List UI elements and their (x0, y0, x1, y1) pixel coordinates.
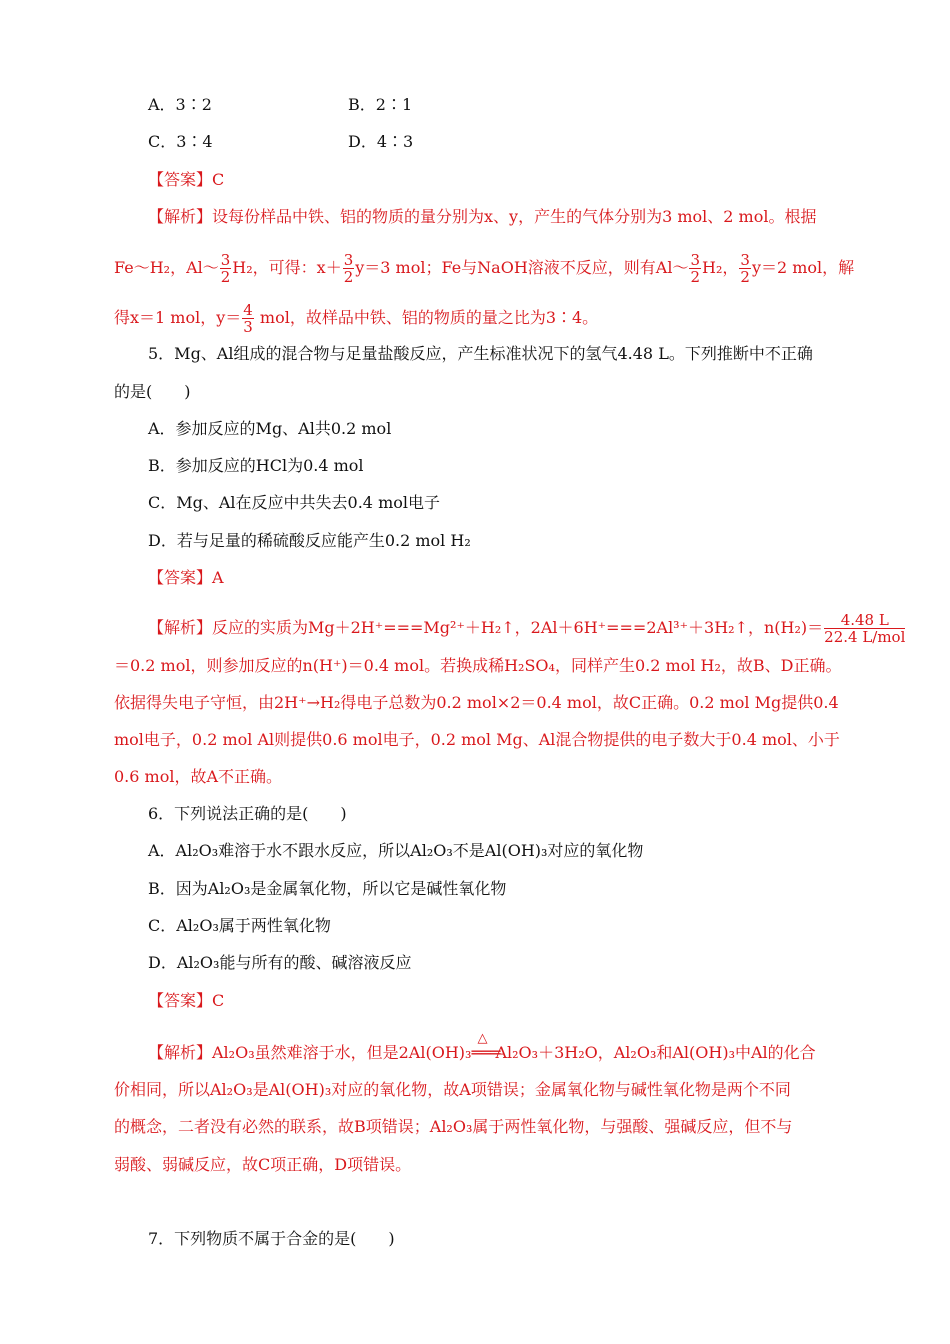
num: 3 (740, 251, 750, 269)
q4-analysis-line1: 【解析】设每份样品中铁、铝的物质的量分别为x、y，产生的气体分别为3 mol、2 mol。根据 (148, 207, 817, 226)
den: 2 (220, 268, 231, 286)
text: mol，故样品中铁、铝的物质的量之比为3∶4。 (254, 308, 599, 327)
q4-option-d: D．4∶3 (348, 132, 414, 151)
text: Fe～H₂，Al～ (114, 258, 219, 277)
heat-arrow (471, 1031, 501, 1063)
q5-analysis-line4: mol电子，0.2 mol Al则提供0.6 mol电子，0.2 mol Mg、Al混合物提供的电子数大于0.4 mol、小于 (114, 730, 840, 749)
q4-option-c: C．3∶4 (148, 132, 213, 151)
q5-answer: 【答案】A (148, 568, 224, 587)
text: 【解析】Al₂O₃虽然难溶于水，但是2Al(OH)₃ (148, 1043, 472, 1062)
text: 【解析】反应的实质为Mg＋2H⁺===Mg²⁺＋H₂↑，2Al＋6H⁺===2Al³⁺＋3H₂↑，n(H₂)＝ (148, 618, 824, 637)
q4-answer: 【答案】C (148, 170, 225, 189)
q6-option-d: D．Al₂O₃能与所有的酸、碱溶液反应 (148, 953, 412, 972)
delta-icon: △ (477, 1031, 488, 1046)
text: y＝3 mol；Fe与NaOH溶液不反应，则有Al～ (355, 258, 689, 277)
num: 4 (243, 301, 253, 319)
fraction (242, 302, 254, 335)
q6-stem: 6．下列说法正确的是( ) (148, 804, 347, 823)
den: 2 (343, 268, 354, 286)
q7-stem: 7．下列物质不属于合金的是( ) (148, 1229, 395, 1248)
q5-analysis-line2: ＝0.2 mol，则参加反应的n(H⁺)＝0.4 mol。若换成稀H₂SO₄，同样产生0.2 mol H₂，故B、D正确。 (114, 656, 842, 675)
q5-stem-2: 的是( ) (114, 382, 191, 401)
q6-answer: 【答案】C (148, 991, 225, 1010)
num: 4.48 L (824, 612, 905, 629)
q6-option-a: A．Al₂O₃难溶于水不跟水反应，所以Al₂O₃不是Al(OH)₃对应的氧化物 (148, 841, 644, 860)
q5-option-d: D．若与足量的稀硫酸反应能产生0.2 mol H₂ (148, 531, 471, 550)
q5-stem-1: 5．Mg、Al组成的混合物与足量盐酸反应，产生标准状况下的氢气4.48 L。下列推断中不正确 (148, 344, 813, 363)
num: 3 (343, 251, 354, 269)
q5-option-b: B．参加反应的HCl为0.4 mol (148, 456, 364, 475)
num: 3 (690, 251, 701, 269)
equals-sign: ═══ (471, 1043, 501, 1062)
den: 3 (243, 318, 253, 336)
q6-option-b: B．因为Al₂O₃是金属氧化物，所以它是碱性氧化物 (148, 879, 507, 898)
q6-option-c: C．Al₂O₃属于两性氧化物 (148, 916, 331, 935)
fraction (739, 252, 751, 285)
text: Al₂O₃＋3H₂O，Al₂O₃和Al(OH)₃中Al的化合 (495, 1043, 816, 1062)
q6-analysis-line4: 弱酸、弱碱反应，故C项正确，D项错误。 (114, 1155, 412, 1174)
q6-analysis-line1 (148, 1031, 816, 1063)
text: y＝2 mol，解 (751, 258, 855, 277)
q4-option-b: B．2∶1 (348, 95, 413, 114)
q4-analysis-line2 (114, 252, 854, 285)
q6-analysis-line3: 的概念，二者没有必然的联系，故B项错误；Al₂O₃属于两性氧化物，与强酸、强碱反应，但不与 (114, 1117, 793, 1136)
den: 2 (690, 268, 701, 286)
den: 22.4 L/mol (824, 628, 906, 646)
den: 2 (740, 268, 750, 286)
fraction (343, 252, 355, 285)
q5-analysis-line1 (148, 612, 906, 645)
num: 3 (220, 251, 231, 269)
q5-analysis-line3: 依据得失电子守恒，由2H⁺→H₂得电子总数为0.2 mol×2＝0.4 mol，故C正确。0.2 mol Mg提供0.4 (114, 693, 839, 712)
fraction (220, 252, 232, 285)
q5-option-c: C．Mg、Al在反应中共失去0.4 mol电子 (148, 493, 440, 512)
fraction (824, 612, 905, 645)
q4-option-a: A．3∶2 (148, 95, 212, 114)
text: H₂， (702, 258, 739, 277)
q5-option-a: A．参加反应的Mg、Al共0.2 mol (148, 419, 392, 438)
q4-analysis-line3 (114, 302, 598, 335)
fraction (689, 252, 701, 285)
text: 得x＝1 mol，y＝ (114, 308, 242, 327)
q5-analysis-line5: 0.6 mol，故A不正确。 (114, 767, 283, 786)
q6-analysis-line2: 价相同，所以Al₂O₃是Al(OH)₃对应的氧化物，故A项错误；金属氧化物与碱性氧化物是两个不同 (114, 1080, 791, 1099)
text: H₂，可得：x＋ (232, 258, 342, 277)
